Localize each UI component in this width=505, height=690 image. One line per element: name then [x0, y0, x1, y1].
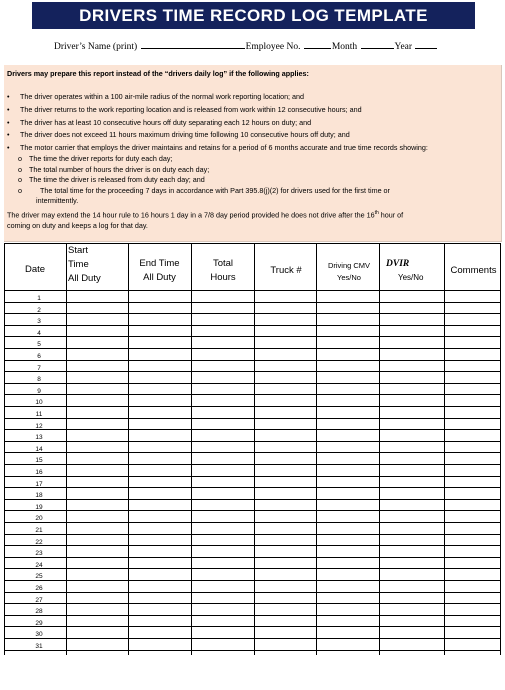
- start-time-label-3: All Duty: [68, 273, 101, 284]
- table-row[interactable]: [4, 325, 501, 337]
- table-row[interactable]: [4, 568, 501, 580]
- table-row[interactable]: [4, 313, 501, 325]
- day-number: 31: [35, 643, 43, 650]
- sub-item: The time the driver is released from duty each day; and: [29, 175, 205, 184]
- year-field[interactable]: [415, 40, 437, 49]
- day-number: 15: [35, 457, 43, 465]
- bullet-dot: •: [7, 105, 10, 114]
- sub-item-marker: o: [18, 154, 22, 163]
- day-number: 10: [35, 399, 43, 407]
- table-row[interactable]: [4, 360, 501, 372]
- instructions-intro: Drivers may prepare this report instead of the “drivers daily log” if the following applies:: [7, 69, 309, 78]
- employee-no-label: Employee No.: [245, 42, 301, 52]
- table-row[interactable]: [4, 464, 501, 476]
- day-number: 13: [35, 434, 43, 442]
- table-row[interactable]: [4, 336, 501, 348]
- day-number: 21: [35, 527, 43, 534]
- day-number: 5: [37, 341, 41, 349]
- table-row[interactable]: [4, 394, 501, 406]
- bullet-dot: •: [7, 143, 10, 152]
- sub-item: The total time for the proceeding 7 days in accordance with Part 395.8(j)(2) for drivers used for the first time or: [40, 186, 390, 195]
- extension-note-text: The driver may extend the 14 hour rule to 16 hours 1 day in a 7/8 day period provided he does not drive after the 16: [7, 210, 375, 220]
- table-row[interactable]: [4, 418, 501, 430]
- day-number: 25: [35, 573, 43, 581]
- day-number: 27: [35, 596, 43, 604]
- day-number: 6: [37, 353, 41, 360]
- day-number: 9: [37, 387, 41, 395]
- table-row[interactable]: [4, 545, 501, 557]
- day-number: 18: [35, 492, 43, 500]
- time-record-table: [4, 243, 501, 655]
- table-row[interactable]: [4, 476, 501, 488]
- day-number: 3: [37, 318, 41, 326]
- driving-cmv-label: Driving CMV: [327, 261, 371, 270]
- table-row[interactable]: [4, 452, 501, 464]
- year-label: Year: [394, 42, 413, 52]
- employee-no-field[interactable]: [304, 40, 331, 49]
- bullet-dot: •: [7, 118, 10, 127]
- col-header-date: Date: [24, 264, 46, 275]
- table-row[interactable]: [4, 638, 501, 650]
- total-hours-label-1: Total: [212, 258, 234, 269]
- sub-item-marker: o: [18, 165, 22, 174]
- document-title: DRIVERS TIME RECORD LOG TEMPLATE: [32, 2, 475, 29]
- table-row[interactable]: [4, 487, 501, 499]
- table-row[interactable]: [4, 383, 501, 395]
- bullet-item: The driver returns to the work reporting location and is released from work within 12 consecutive hours; and: [20, 105, 362, 114]
- driver-info-line: [54, 40, 438, 52]
- day-number: 30: [35, 631, 43, 639]
- table-row[interactable]: [4, 371, 501, 383]
- table-row[interactable]: [4, 302, 501, 314]
- day-number: 19: [35, 503, 43, 511]
- table-row[interactable]: [4, 580, 501, 592]
- col-header-driving-cmv: [318, 260, 380, 284]
- sub-item-continuation: intermittently.: [36, 196, 79, 205]
- bullet-item: The motor carrier that employs the driver maintains and retains for a period of 6 months accurate and true time records showing:: [20, 143, 428, 152]
- day-number: 23: [35, 550, 43, 558]
- table-row[interactable]: [4, 615, 501, 627]
- table-row[interactable]: [4, 522, 501, 534]
- col-header-start-time: [68, 244, 101, 286]
- col-header-truck: Truck #: [270, 265, 302, 276]
- day-number: 24: [35, 561, 43, 569]
- month-field[interactable]: [361, 40, 394, 49]
- table-row[interactable]: [4, 290, 501, 302]
- table-bottom-border: [4, 650, 501, 651]
- total-hours-label-2: Hours: [210, 272, 236, 283]
- start-time-label-1: Start: [68, 245, 89, 256]
- bullet-dot: •: [7, 130, 10, 139]
- bullet-dot: •: [7, 92, 10, 101]
- end-time-label-2: All Duty: [143, 272, 176, 283]
- extension-note-sup: th: [374, 210, 379, 216]
- day-number: 28: [35, 608, 43, 616]
- table-row[interactable]: [4, 510, 501, 522]
- day-number: 14: [35, 445, 43, 453]
- col-header-comments: Comments: [450, 265, 497, 276]
- col-header-end-time: [129, 257, 190, 285]
- table-row[interactable]: [4, 441, 501, 453]
- day-number: 17: [35, 480, 43, 488]
- table-row[interactable]: [4, 499, 501, 511]
- table-row[interactable]: [4, 603, 501, 615]
- table-row[interactable]: [4, 429, 501, 441]
- table-row[interactable]: [4, 626, 501, 638]
- bullet-item: The driver operates within a 100 air-mile radius of the normal work reporting location; and: [20, 92, 305, 101]
- table-row[interactable]: [4, 592, 501, 604]
- day-number: 7: [37, 364, 41, 372]
- day-number: 12: [35, 422, 43, 430]
- day-number: 20: [35, 515, 43, 523]
- drivers-name-field[interactable]: [141, 40, 245, 49]
- day-number: 11: [35, 411, 43, 418]
- day-number: 4: [37, 329, 41, 337]
- start-time-label-2: Time: [68, 259, 89, 270]
- driving-cmv-yesno: Yes/No: [337, 273, 361, 282]
- dvir-label: DVIR: [386, 259, 410, 269]
- day-number: 8: [37, 376, 41, 384]
- bullet-item: The driver has at least 10 consecutive hours off duty separating each 12 hours on duty; and: [20, 118, 312, 127]
- drivers-name-label: Driver’s Name (print): [54, 42, 138, 52]
- extension-note: [7, 209, 403, 219]
- table-row[interactable]: [4, 534, 501, 546]
- sub-item: The total number of hours the driver is on duty each day;: [29, 165, 210, 174]
- table-top-border: [4, 243, 501, 244]
- day-number: 2: [37, 306, 41, 314]
- sub-item-marker: o: [18, 186, 22, 195]
- month-label: Month: [331, 42, 358, 52]
- instructions-box: [4, 65, 502, 242]
- bullet-item: The driver does not exceed 11 hours maximum driving time following 10 consecutive hours off duty; and: [20, 130, 350, 139]
- day-number: 29: [35, 619, 43, 627]
- extension-note-line2: coming on duty and keeps a log for that day.: [7, 221, 148, 230]
- day-number: 22: [35, 538, 43, 546]
- table-row[interactable]: [4, 348, 501, 360]
- extension-note-text-end: hour of: [380, 210, 404, 220]
- day-number: 26: [35, 585, 43, 592]
- dvir-yesno: Yes/No: [398, 273, 424, 282]
- sub-item-marker: o: [18, 175, 22, 184]
- day-number: 1: [37, 295, 41, 302]
- end-time-label-1: End Time: [139, 258, 180, 269]
- col-header-dvir: [382, 257, 446, 285]
- col-header-total-hours: [192, 257, 254, 285]
- table-row[interactable]: [4, 557, 501, 569]
- table-row[interactable]: [4, 406, 501, 418]
- day-number: 16: [35, 469, 43, 476]
- sub-item: The time the driver reports for duty each day;: [29, 154, 173, 163]
